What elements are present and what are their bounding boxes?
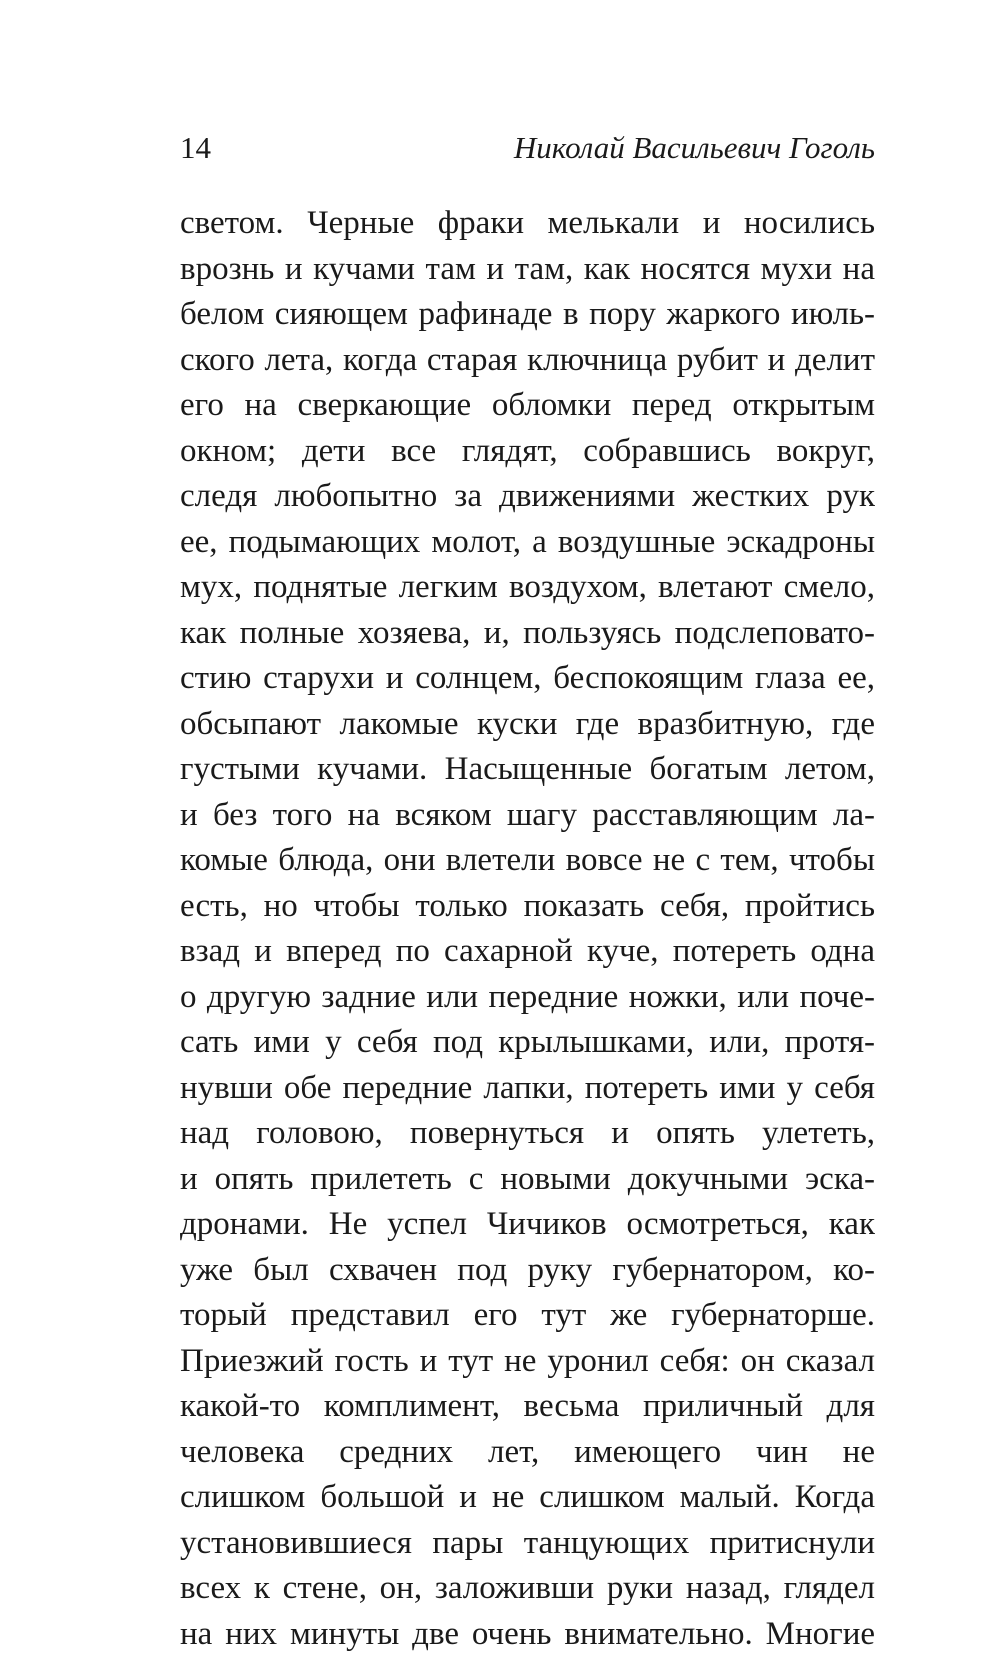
text-line: ее, подымающих молот, а воздушные эскадроны: [180, 520, 875, 566]
text-line: слишком большой и не слишком малый. Когда: [180, 1475, 875, 1521]
text-line: торый представил его тут же губернаторше.: [180, 1293, 875, 1339]
text-line: светом. Черные фраки мелькали и носились: [180, 201, 875, 247]
body-text: [180, 201, 875, 1657]
text-line: уже был схвачен под руку губернатором, ко-: [180, 1248, 875, 1294]
text-line: нувши обе передние лапки, потереть ими у себя: [180, 1066, 875, 1112]
running-header: [180, 128, 875, 168]
text-line: установившиеся пары танцующих притиснули: [180, 1521, 875, 1567]
text-line: стию старухи и солнцем, беспокоящим глаза ее,: [180, 656, 875, 702]
text-line: дронами. Не успел Чичиков осмотреться, как: [180, 1202, 875, 1248]
text-line: белом сияющем рафинаде в пору жаркого июль-: [180, 292, 875, 338]
text-line: обсыпают лакомые куски где вразбитную, где: [180, 702, 875, 748]
text-line: есть, но чтобы только показать себя, пройтись: [180, 884, 875, 930]
text-line: его на сверкающие обломки перед открытым: [180, 383, 875, 429]
text-line: всех к стене, он, заложивши руки назад, глядел: [180, 1566, 875, 1612]
text-line: человека средних лет, имеющего чин не: [180, 1430, 875, 1476]
text-line: взад и вперед по сахарной куче, потереть одна: [180, 929, 875, 975]
text-line: густыми кучами. Насыщенные богатым летом,: [180, 747, 875, 793]
text-line: на них минуты две очень внимательно. Многие: [180, 1612, 875, 1657]
text-line: ского лета, когда старая ключница рубит и делит: [180, 338, 875, 384]
text-line: комые блюда, они влетели вовсе не с тем, чтобы: [180, 838, 875, 884]
text-line: сать ими у себя под крылышками, или, протя-: [180, 1020, 875, 1066]
text-line: как полные хозяева, и, пользуясь подслеповато-: [180, 611, 875, 657]
text-line: какой-то комплимент, весьма приличный для: [180, 1384, 875, 1430]
page-number: 14: [180, 128, 211, 168]
text-line: мух, поднятые легким воздухом, влетают смело,: [180, 565, 875, 611]
text-line: Приезжий гость и тут не уронил себя: он сказал: [180, 1339, 875, 1385]
text-line: и без того на всяком шагу расставляющим ла-: [180, 793, 875, 839]
text-line: врознь и кучами там и там, как носятся мухи на: [180, 247, 875, 293]
text-line: над головою, повернуться и опять улететь,: [180, 1111, 875, 1157]
text-line: о другую задние или передние ножки, или поче-: [180, 975, 875, 1021]
text-line: следя любопытно за движениями жестких рук: [180, 474, 875, 520]
author-name: Николай Васильевич Гоголь: [514, 128, 875, 168]
text-line: окном; дети все глядят, собравшись вокруг,: [180, 429, 875, 475]
text-line: и опять прилететь с новыми докучными эска-: [180, 1157, 875, 1203]
